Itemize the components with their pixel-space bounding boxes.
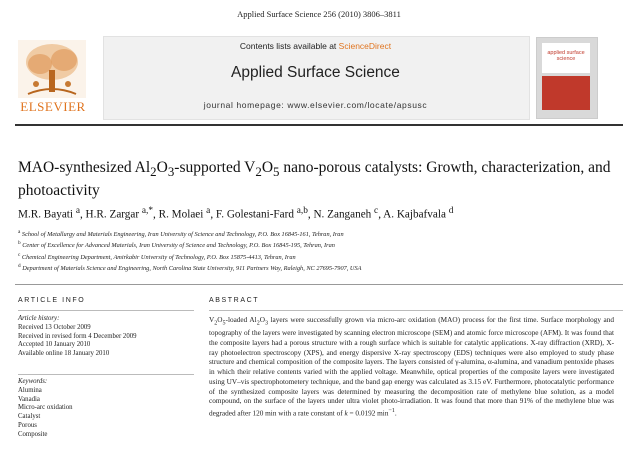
journal-cover-title: applied surface science [547,50,585,62]
keywords-list [18,378,194,440]
affiliation-text: Department of Materials Science and Engineering, North Carolina State University, 911 Partners Way, Raleigh, NC 27695-7907, USA [20,265,362,273]
elsevier-tree-icon [18,40,86,98]
abstract-rule [209,310,623,311]
running-head: Applied Surface Science 256 (2010) 3806–3811 [237,9,401,19]
header-rule [15,124,623,126]
article-info-rule [18,310,194,311]
elsevier-logo: ELSEVIER [20,99,86,114]
history-item: Available online 18 January 2010 [18,350,110,358]
journal-cover-art [542,76,590,110]
affiliation-mark: a [18,229,21,235]
contents-prefix: Contents lists available at [239,41,339,51]
article-history [18,315,194,359]
keyword-item: Micro-arc oxidation [18,404,73,412]
keyword-item: Vanadia [18,395,40,403]
author-list: M.R. Bayati $^a$, H.R. Zargar $^{a,*}$, R. Molaei $^a$, F. Golestani-Fard $^{a,b}$, N. Zanganeh $^c$, A. Kajbafvala $^d$ [18,206,454,221]
keyword-item: Alumina [18,386,42,394]
abstract-heading: ABSTRACT [209,297,260,304]
affiliation-list [18,228,618,274]
affiliation-text: Chemical Engineering Department, Amirkabir University of Technology, P.O. Box 15875-4413, Tehran, Iran [20,253,296,261]
affiliation-mark: b [18,240,21,247]
keyword-item: Porous [18,421,37,429]
affiliation-text: Center of Excellence for Advanced Materials, Iran University of Science and Technology, P.O. Box 16845-195, Tehran, Iran [20,242,335,250]
article-title: MAO-synthesized $Al_2O_3$-supported $V_2O_5$ nano-porous catalysts: Growth, characterization, and photoactivity [18,159,611,199]
journal-name: Applied Surface Science [231,64,400,81]
affiliation-item [18,262,618,273]
abstract-text: $V_2O_5$-loaded $Al_2O_3$ layers were successfully grown via micro-arc oxidation (MAO) process for the first time. Surface morphology and topography of the layers were investigated by scanning electron microscope (SEM) and atomic force microscope (AFM). It was found that the composite layers had a porous structure with a rough surface which is suitable for catalytic applications. X-ray diffraction (XRD), X-ray photoelectron spectroscopy (XPS), and energy dispersive X-ray spectroscopy (EDS) techniques were also employed to study phase structure and chemical composition of the composite layers. The layers consisted of γ-alumina, α-alumina, and vanadium pentoxide phases in which their relative contents varied with the applied voltage. Meanwhile, optical properties of the composite layers were investigated using UV–vis spectrophotometery technique, and the band gap energy was calculated as 3.15 eV. Furthermore, photocatalytic performance of the synthesized composite layers was determined by measuring the decomposition rate of methylene blue solution, as a model compound, on the surface of the layers under ultra violet photo-irradiation. It was found that more than 91% of the methylene blue was degraded after 120 min with a rate constant of k = 0.0192 $\min^{-1}$. [209,316,614,418]
contents-line [103,41,528,51]
affiliation-item [18,251,618,262]
sciencedirect-link[interactable]: ScienceDirect [338,41,392,51]
history-item: Received 13 October 2009 [18,323,91,331]
affiliation-text: School of Metallurgy and Materials Engineering, Iran University of Science and Technology, P.O. Box 16845-161, Tehran, Iran [20,231,344,239]
keyword-item: Catalyst [18,413,41,421]
affiliation-mark: c [18,251,21,258]
section-rule [15,284,623,285]
affiliation-mark: d [18,263,21,270]
affiliation-item [18,239,618,250]
keyword-item: Composite [18,430,48,438]
keywords-rule [18,374,194,375]
history-heading: Article history: [18,315,60,322]
article-info-heading: ARTICLE INFO [18,297,86,304]
affiliation-item [18,228,618,239]
keywords-heading: Keywords: [18,378,48,385]
history-item: Accepted 10 January 2010 [18,341,91,349]
history-item: Received in revised form 4 December 2009 [18,332,137,340]
journal-homepage-link[interactable]: journal homepage: www.elsevier.com/locate/apsusc [203,100,428,110]
